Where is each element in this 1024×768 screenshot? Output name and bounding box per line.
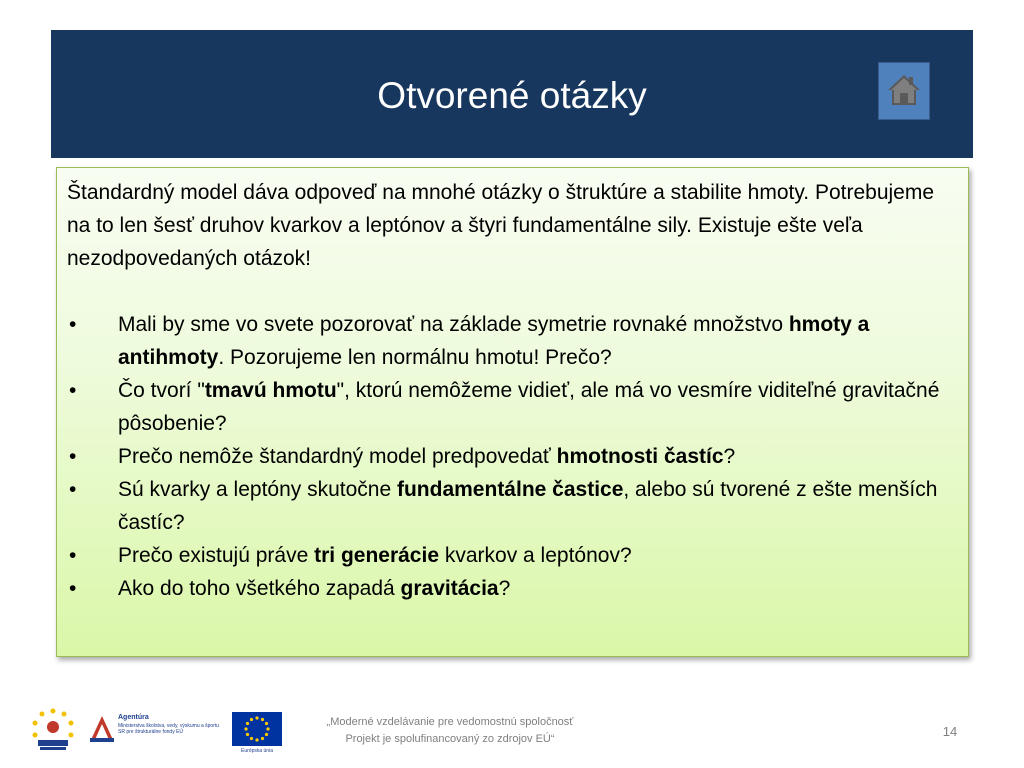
list-item [67, 473, 956, 539]
bullet-text: Ako do toho všetkého zapadá [118, 577, 401, 600]
bullet-bold-text: tmavú hmotu [204, 379, 337, 402]
bullet-bold-text: hmoty a antihmoty [118, 313, 870, 369]
bullet-text: Prečo nemôže štandardný model predpovedať [118, 445, 557, 468]
list-item [67, 572, 956, 605]
bullet-text: ? [723, 445, 736, 468]
program-logo [28, 706, 78, 756]
eu-logo [232, 712, 282, 760]
list-item [67, 374, 956, 440]
bullet-text: . Pozorujeme len normálnu hmotu! Prečo? [218, 346, 612, 369]
footer [0, 700, 1024, 768]
footer-line-2: Projekt je spolufinancovaný zo zdrojov EÚ“ [345, 733, 555, 745]
page-number: 14 [942, 724, 958, 739]
list-item [67, 440, 956, 473]
question-list [67, 308, 956, 605]
bullet-bold-text: tri generácie [314, 544, 440, 567]
home-icon [885, 71, 923, 109]
bullet-text: , alebo sú tvorené z ešte menších častíc? [118, 478, 938, 534]
footer-line-1: „Moderné vzdelávanie pre vedomostnú spoločnosť [326, 716, 574, 728]
agency-title: Agentúra [118, 714, 149, 721]
home-button[interactable] [878, 62, 930, 120]
bullet-bold-text: fundamentálne častice [396, 478, 624, 501]
bullet-text: ", ktorú nemôžeme vidieť, ale má vo vesmíre viditeľné gravitačné pôsobenie? [118, 379, 940, 435]
content-box [56, 167, 969, 657]
slide-title: Otvorené otázky [377, 75, 647, 116]
bullet-bold-text: gravitácia [400, 577, 499, 600]
agency-logo [88, 712, 226, 748]
bullet-text: ? [498, 577, 511, 600]
program-logo-icon [28, 706, 78, 756]
bullet-text: kvarkov a leptónov? [439, 544, 632, 567]
bullet-text: Mali by sme vo svete pozorovať na základe symetrie rovnaké množstvo [118, 313, 789, 336]
intro-paragraph: Štandardný model dáva odpoveď na mnohé otázky o štruktúre a stabilite hmoty. Potrebujeme na to len šesť druhov kvarkov a leptónov a štyri fundamentálne sily. Existuje ešte veľa nezodpovedaných otázok! [67, 181, 935, 270]
footer-text [300, 714, 600, 748]
bullet-text: Sú kvarky a leptóny skutočne [118, 478, 397, 501]
bullet-text: Prečo existujú práve [118, 544, 315, 567]
eu-label: Európska únia [241, 748, 273, 754]
bullet-bold-text: hmotnosti častíc [556, 445, 724, 468]
eu-flag-icon [232, 712, 282, 746]
bullet-text: Čo tvorí " [118, 379, 205, 402]
agency-subtitle: Ministerstva školstva, vedy, výskumu a športu SR pre štrukturálne fondy EÚ [118, 723, 220, 735]
list-item [67, 308, 956, 374]
agency-logo-icon [88, 712, 116, 746]
list-item [67, 539, 956, 572]
